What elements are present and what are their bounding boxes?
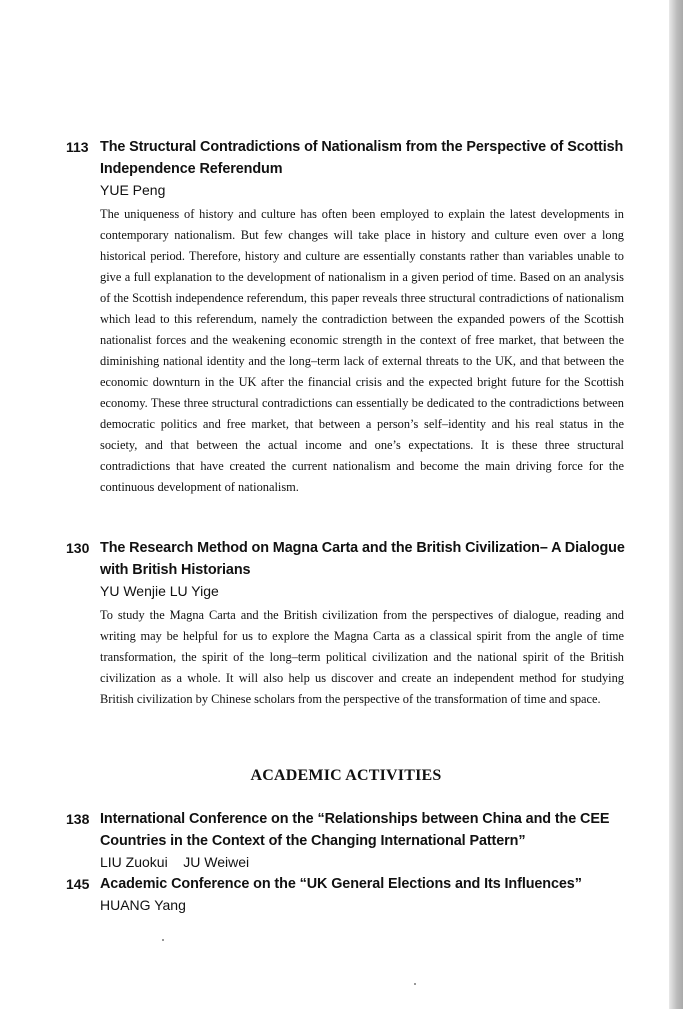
page-edge-shadow (669, 0, 683, 1009)
activity-heading (66, 808, 626, 852)
article-abstract: The uniqueness of history and culture has often been employed to explain the latest developments in contemporary nationalism. But few changes will take place in history and culture even over a long historical period. Therefore, history and culture are essentially constants rather than variables unable to give a full explanation to the development of nationalism in a given period of time. Based on an analysis of the Scottish independence referendum, this paper reveals three structural contradictions of nationalism which lead to this referendum, namely the contradiction between the expanded powers of the Scottish nationalist forces and the weakening economic strength in the context of free market, that between the diminishing national identity and the long–term lack of external threats to the UK, and that between the economic downturn in the UK after the financial crisis and the expected bright future for the Scottish economy. These three structural contradictions can essentially be dedicated to the contradictions between democratic politics and free market, that between a person’s self–identity and his real status in the society, and that between the actual income and one’s expectations. It is these three structural contradictions that have created the current nationalism and become the main driving force for the continuous development of nationalism. (100, 207, 624, 494)
article-abstract: To study the Magna Carta and the British civilization from the perspectives of dialogue, reading and writing may be helpful for us to explore the Magna Carta as a classical spirit from the angle of time transformation, the spirit of the long–term political civilization and the national spirit of the British civilization as a whole. It will also help us discover and create an independent method for studying British civilization by Chinese scholars from the perspective of the transformation of time and space. (100, 608, 624, 706)
activity-title: International Conference on the “Relationships between China and the CEE Countries in the Context of the Changing International Pattern” (100, 811, 610, 849)
activity-authors: HUANG Yang (100, 897, 186, 913)
article-entry (66, 136, 626, 498)
article-title: The Structural Contradictions of Nationalism from the Perspective of Scottish Independence Referendum (100, 139, 624, 177)
page-number: 113 (66, 139, 89, 155)
activity-authors: LIU Zuokui JU Weiwei (100, 854, 250, 870)
article-entry (66, 537, 626, 710)
activity-entry (66, 808, 626, 872)
activity-title: Academic Conference on the “UK General Elections and Its Influences” (100, 876, 582, 892)
article-title: The Research Method on Magna Carta and the British Civilization– A Dialogue with British Historians (100, 540, 625, 578)
page-number: 130 (66, 540, 90, 556)
scan-speck (162, 939, 164, 941)
article-authors: YU Wenjie LU Yige (100, 583, 219, 599)
page-number: 145 (66, 876, 90, 892)
scan-speck (414, 983, 416, 985)
section-heading: ACADEMIC ACTIVITIES (250, 767, 442, 784)
page-number: 138 (66, 811, 90, 827)
article-heading (66, 136, 626, 180)
activity-entry (66, 873, 626, 915)
article-heading (66, 537, 626, 581)
article-authors: YUE Peng (100, 182, 166, 198)
activity-heading (66, 873, 626, 895)
